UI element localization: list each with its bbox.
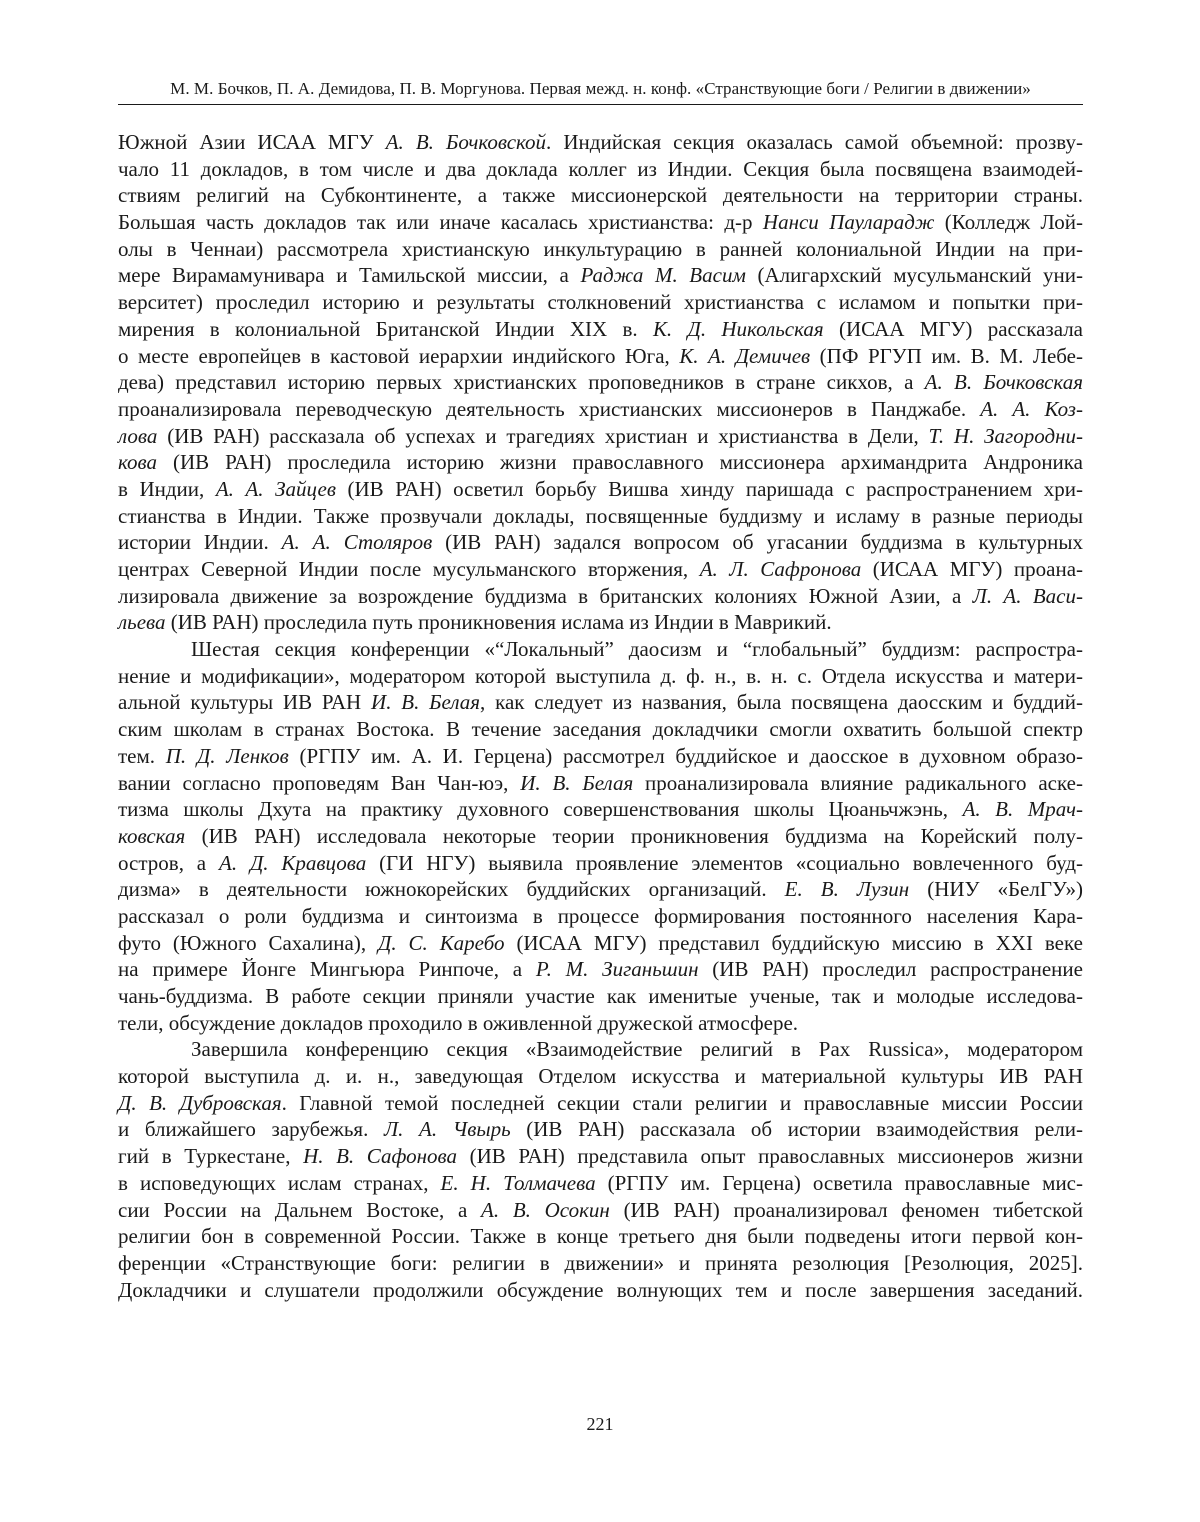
text-run: Большая часть докладов так или иначе касалась христианства: д-р bbox=[118, 210, 763, 235]
text-run: (ИВ РАН) рассказала об истории взаимодействия рели- bbox=[510, 1117, 1083, 1142]
text-run: (РГПУ им. Герцена) осветила православные мис- bbox=[595, 1170, 1083, 1195]
text-line bbox=[118, 556, 1083, 583]
text-line bbox=[118, 1250, 1083, 1277]
text-run: которой выступила д. и. н., заведующая Отделом искусства и материальной культуры ИВ РАН bbox=[118, 1064, 1083, 1089]
italic-name: Раджа М. Васим bbox=[580, 263, 746, 288]
italic-name: Е. Н. Толмачева bbox=[440, 1170, 596, 1195]
italic-name: Л. А. Чвырь bbox=[383, 1117, 511, 1142]
text-run: остров, а bbox=[118, 850, 219, 875]
italic-name: И. В. Белая bbox=[520, 770, 634, 795]
text-run: о месте европейцев в кастовой иерархии индийского Юга, bbox=[118, 343, 680, 368]
text-line bbox=[118, 743, 1083, 770]
text-line bbox=[118, 636, 1083, 663]
text-line bbox=[118, 236, 1083, 263]
text-line bbox=[118, 903, 1083, 930]
page-number: 221 bbox=[586, 1414, 614, 1434]
text-run: в Индии, bbox=[118, 476, 216, 501]
text-run: вании согласно проповедям Ван Чан-юэ, bbox=[118, 770, 521, 795]
italic-name: А. А. Столяров bbox=[281, 530, 433, 555]
italic-name: Р. М. Зиганьшин bbox=[535, 957, 699, 982]
text-run: центрах Северной Индии после мусульманского вторжения, bbox=[118, 557, 700, 581]
text-run: лизировала движение за возрождение буддизма в британских колониях Южной Азии, а bbox=[118, 583, 973, 608]
text-run: ференции «Странствующие боги: религии в движении» и принята резолюция [Резолюция, 2025]. bbox=[118, 1250, 1083, 1275]
text-run: Южной Азии ИСАА МГУ bbox=[118, 130, 386, 154]
italic-name: А. А. Зайцев bbox=[215, 476, 336, 501]
body-text bbox=[118, 129, 1083, 1303]
text-run: (ИВ РАН) проследил распространение bbox=[698, 957, 1083, 982]
text-run: мирения в колониальной Британской Индии XIX в. bbox=[118, 316, 653, 341]
text-line bbox=[118, 716, 1083, 743]
text-run: сии России на Дальнем Востоке, а bbox=[118, 1197, 482, 1222]
text-line bbox=[118, 529, 1083, 556]
running-header: М. М. Бочков, П. А. Демидова, П. В. Моргунова. Первая межд. н. конф. «Странствующие боги / Религии в движении» bbox=[170, 79, 1031, 98]
text-line bbox=[118, 1090, 1083, 1117]
header-rule bbox=[118, 104, 1083, 105]
text-run: (Алигархский мусульманский уни- bbox=[745, 263, 1083, 288]
text-run: Докладчики и слушатели продолжили обсуждение волнующих тем и после завершения заседаний. bbox=[118, 1277, 1083, 1302]
text-line bbox=[118, 1116, 1083, 1143]
text-run: и ближайшего зарубежья. bbox=[118, 1117, 384, 1142]
italic-name: Л. А. Васи- bbox=[972, 583, 1083, 608]
text-run: (ИВ РАН) исследовала некоторые теории проникновения буддизма на Корейский полу- bbox=[185, 823, 1083, 848]
text-run: в исповедующих ислам странах, bbox=[118, 1170, 441, 1195]
text-line bbox=[118, 1063, 1083, 1090]
italic-name: К. А. Демичев bbox=[679, 343, 811, 368]
text-run: (ИСАА МГУ) представил буддийскую миссию в XXI веке bbox=[504, 930, 1083, 955]
text-run: (ГИ НГУ) выявила проявление элементов «социально вовлеченного буд- bbox=[366, 850, 1084, 875]
text-line bbox=[118, 369, 1083, 396]
text-line bbox=[118, 1223, 1083, 1250]
italic-name: Д. С. Каребо bbox=[378, 930, 505, 955]
text-line bbox=[118, 796, 1083, 823]
italic-name: А. В. Мрач- bbox=[962, 797, 1083, 822]
text-run: мере Вирамамунивара и Тамильской миссии, а bbox=[118, 263, 581, 288]
text-line bbox=[118, 1277, 1083, 1304]
text-run: олы в Ченнаи) рассмотрела христианскую инкультурацию в ранней колониальной Индии на при- bbox=[118, 236, 1083, 261]
text-run: ским школам в странах Востока. В течение заседания докладчики смогли охватить большой спектр bbox=[118, 717, 1083, 742]
text-run: дева) представил историю первых христианских проповедников в стране сикхов, а bbox=[118, 370, 925, 395]
text-run: Завершила конференцию секция «Взаимодействие религий в Pax Russica», модератором bbox=[191, 1037, 1083, 1062]
text-run: тели, обсуждение докладов проходило в оживленной дружеской атмосфере. bbox=[118, 1010, 799, 1035]
text-run: , как следует из названия, была посвящена даосским и буддий- bbox=[480, 690, 1083, 715]
text-line bbox=[118, 129, 1083, 156]
text-line bbox=[118, 663, 1083, 690]
text-run: нение и модификации», модератором которой выступила д. ф. н., в. н. с. Отдела искусства и матери- bbox=[118, 663, 1083, 688]
text-run: альной культуры ИВ РАН bbox=[118, 690, 372, 715]
italic-name: А. А. Коз- bbox=[980, 396, 1083, 421]
text-line bbox=[118, 476, 1083, 503]
text-run: (ИВ РАН) проследила путь проникновения ислама из Индии в Маврикий. bbox=[165, 610, 832, 635]
text-run: (ИВ РАН) представила опыт православных миссионеров жизни bbox=[456, 1144, 1083, 1169]
text-line bbox=[118, 930, 1083, 957]
text-run: тем. bbox=[118, 743, 166, 768]
text-run: (ИСАА МГУ) рассказала bbox=[823, 316, 1083, 341]
text-run: . Индийская секция оказалась самой объемной: прозву- bbox=[546, 130, 1083, 154]
text-line bbox=[118, 1143, 1083, 1170]
text-line bbox=[118, 1036, 1083, 1063]
italic-name: Т. Н. Загородни- bbox=[928, 423, 1083, 448]
text-run: (Колледж Лой- bbox=[934, 210, 1083, 235]
text-run: (ИВ РАН) рассказала об успехах и трагедиях христиан и христианства в Дели, bbox=[157, 423, 929, 448]
text-line bbox=[118, 343, 1083, 370]
italic-name: Е. В. Лузин bbox=[784, 877, 910, 902]
text-line bbox=[118, 289, 1083, 316]
text-run: (ПФ РГУП им. В. М. Лебе- bbox=[810, 343, 1083, 368]
text-line bbox=[118, 956, 1083, 983]
text-run: дизма» в деятельности южнокорейских буддийских организаций. bbox=[118, 877, 785, 902]
text-line bbox=[118, 770, 1083, 797]
text-line bbox=[118, 876, 1083, 903]
italic-name: К. Д. Никольская bbox=[652, 316, 824, 341]
italic-name: лова bbox=[118, 423, 158, 448]
text-line bbox=[118, 503, 1083, 530]
text-line bbox=[118, 1010, 1083, 1037]
text-run: тизма школы Дхута на практику духовного совершенствования школы Цюаньчжэнь, bbox=[118, 797, 963, 822]
text-run: ствиям религий на Субконтиненте, а также миссионерской деятельности на территории страны. bbox=[118, 183, 1083, 208]
text-line bbox=[118, 850, 1083, 877]
text-run: истории Индии. bbox=[118, 530, 282, 555]
text-line bbox=[118, 262, 1083, 289]
text-line bbox=[118, 156, 1083, 183]
text-line bbox=[118, 609, 1083, 636]
italic-name: П. Д. Ленков bbox=[165, 743, 289, 768]
text-run: проанализировала влияние радикального аске- bbox=[633, 770, 1083, 795]
text-run: (ИВ РАН) осветил борьбу Вишва хинду паришада с распространением хри- bbox=[335, 476, 1083, 501]
text-line bbox=[118, 689, 1083, 716]
text-run: чань-буддизма. В работе секции приняли участие как именитые ученые, так и молодые исследова- bbox=[118, 984, 1083, 1008]
text-line bbox=[118, 396, 1083, 423]
italic-name: ковская bbox=[118, 823, 186, 848]
text-run: Шестая секция конференции «“Локальный” даосизм и “глобальный” буддизм: распростра- bbox=[191, 637, 1083, 662]
text-run: верситет) проследил историю и результаты столкновений христианства с исламом и попытки при- bbox=[118, 290, 1083, 315]
text-line bbox=[118, 983, 1083, 1010]
italic-name: Д. В. Дубровская bbox=[118, 1090, 282, 1115]
text-line bbox=[118, 823, 1083, 850]
italic-name: кова bbox=[118, 450, 157, 475]
text-run: (ИВ РАН) задался вопросом об угасании буддизма в культурных bbox=[432, 530, 1083, 555]
italic-name: А. В. Бочковской bbox=[385, 130, 547, 154]
text-line bbox=[118, 182, 1083, 209]
text-run: рассказал о роли буддизма и синтоизма в процессе формирования постоянного населения Кара- bbox=[118, 903, 1083, 928]
italic-name: А. В. Бочковская bbox=[924, 370, 1083, 395]
text-line bbox=[118, 1197, 1083, 1224]
text-run: . Главной темой последней секции стали религии и православные миссии России bbox=[281, 1090, 1084, 1115]
text-run: гий в Туркестане, bbox=[118, 1144, 304, 1169]
text-run: стианства в Индии. Также прозвучали доклады, посвященные буддизму и исламу в разные периоды bbox=[118, 503, 1083, 528]
text-run: чало 11 докладов, в том числе и два доклада коллег из Индии. Секция была посвящена взаимодей- bbox=[118, 156, 1083, 181]
text-run: (ИВ РАН) проследила историю жизни православного миссионера архимандрита Андроника bbox=[157, 450, 1083, 475]
text-run: религии бон в современной России. Также в конце третьего дня были подведены итоги первой кон- bbox=[118, 1224, 1083, 1249]
text-line bbox=[118, 1170, 1083, 1197]
text-run: (ИВ РАН) проанализировал феномен тибетской bbox=[609, 1197, 1083, 1222]
italic-name: Нанси Пауларадж bbox=[762, 210, 935, 235]
text-run: (ИСАА МГУ) проана- bbox=[861, 557, 1084, 581]
text-run: футо (Южного Сахалина), bbox=[118, 930, 379, 955]
text-line bbox=[118, 209, 1083, 236]
italic-name: А. Д. Кравцова bbox=[219, 850, 367, 875]
italic-name: Н. В. Сафонова bbox=[303, 1144, 457, 1169]
text-run: на примере Йонге Мингьюра Ринпоче, а bbox=[118, 957, 536, 982]
text-run: проанализировала переводческую деятельность христианских миссионеров в Панджабе. bbox=[118, 396, 981, 421]
text-line bbox=[118, 583, 1083, 610]
italic-name: И. В. Белая bbox=[371, 690, 481, 715]
italic-name: А. В. Осокин bbox=[481, 1197, 610, 1222]
italic-name: льева bbox=[118, 610, 166, 635]
text-line bbox=[118, 423, 1083, 450]
text-run: (РГПУ им. А. И. Герцена) рассмотрел буддийское и даосское в духовном образо- bbox=[288, 743, 1083, 768]
text-run: (НИУ «БелГУ») bbox=[909, 877, 1083, 902]
italic-name: А. Л. Сафронова bbox=[699, 557, 862, 581]
text-line bbox=[118, 449, 1083, 476]
text-line bbox=[118, 316, 1083, 343]
